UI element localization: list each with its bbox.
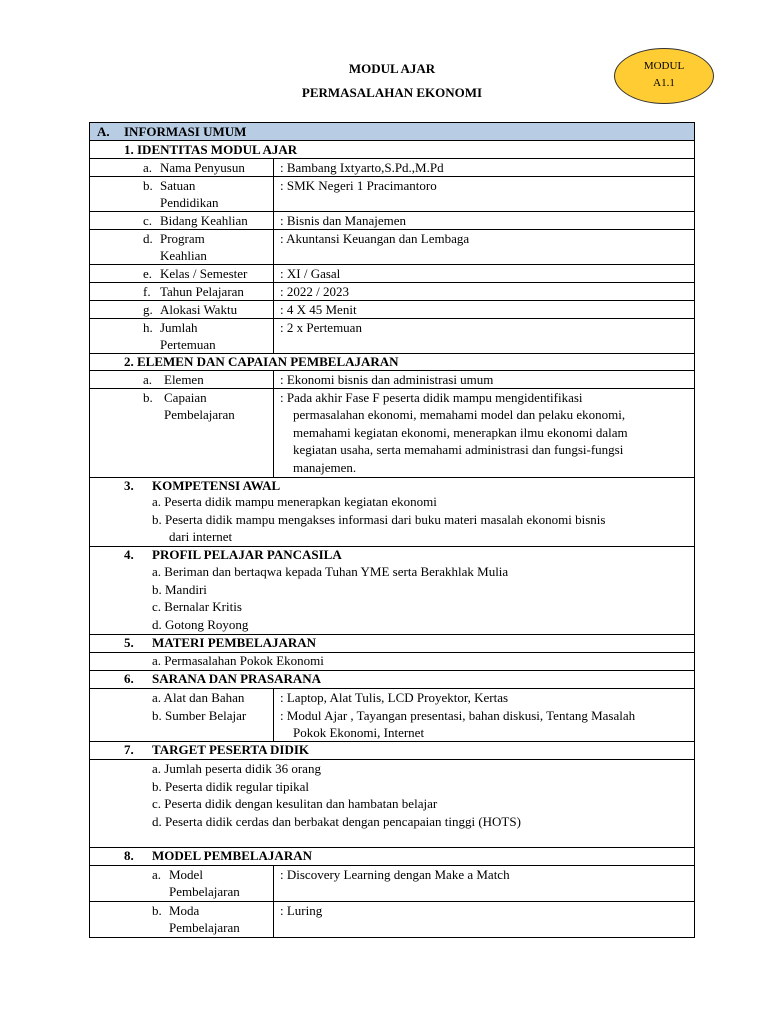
row-value: : 2022 / 2023 (280, 284, 349, 299)
capaian-line: kegiatan usaha, serta memahami administrasi dan fungsi-fungsi (293, 442, 624, 457)
list-item-cont: dari internet (169, 529, 233, 544)
row-key: c. (143, 213, 153, 228)
list-item: a. Peserta didik mampu menerapkan kegiatan ekonomi (152, 494, 437, 509)
row-label: Moda (169, 903, 200, 918)
row-key: b. (143, 178, 153, 193)
elemen-key: a. (143, 372, 153, 387)
row-label-cont: Pendidikan (160, 195, 219, 210)
module-badge (614, 48, 714, 104)
row-label: Tahun Pelajaran (160, 284, 244, 299)
row-label: Jumlah (160, 320, 198, 335)
sarana-label: b. Sumber Belajar (152, 708, 247, 723)
capaian-key: b. (143, 390, 153, 405)
elemen-label: Elemen (164, 372, 204, 387)
materi-heading: MATERI PEMBELAJARAN (152, 635, 317, 650)
list-item: a. Beriman dan bertaqwa kepada Tuhan YME serta Berakhlak Mulia (152, 564, 509, 579)
row-label-cont: Pembelajaran (169, 920, 240, 935)
column-divider (273, 158, 274, 353)
list-item: a. Jumlah peserta didik 36 orang (152, 761, 321, 776)
row-label: Alokasi Waktu (160, 302, 238, 317)
list-item: c. Bernalar Kritis (152, 599, 242, 614)
list-item: b. Peserta didik regular tipikal (152, 779, 310, 794)
row-label: Model (169, 867, 203, 882)
list-item: d. Gotong Royong (152, 617, 249, 632)
section-a-title: INFORMASI UMUM (124, 124, 247, 139)
row-key: e. (143, 266, 153, 281)
row-key: a. (152, 867, 162, 882)
list-item: a. Permasalahan Pokok Ekonomi (152, 653, 324, 668)
row-label: Program (160, 231, 205, 246)
row-key: g. (143, 302, 153, 317)
model-heading: MODEL PEMBELAJARAN (152, 848, 312, 863)
badge-line-2: A1.1 (653, 77, 675, 89)
profil-num: 4. (124, 547, 134, 562)
row-key: d. (143, 231, 153, 246)
sarana-num: 6. (124, 671, 134, 686)
document-title: MODUL AJAR (348, 61, 436, 76)
column-divider (273, 370, 274, 477)
row-value: : Luring (280, 903, 323, 918)
list-item: c. Peserta didik dengan kesulitan dan hambatan belajar (152, 796, 438, 811)
elemen-heading: 2. ELEMEN DAN CAPAIAN PEMBELAJARAN (124, 354, 399, 369)
row-label-cont: Pertemuan (160, 337, 216, 352)
row-label: Kelas / Semester (160, 266, 248, 281)
column-divider (273, 865, 274, 937)
row-value: : SMK Negeri 1 Pracimantoro (280, 178, 437, 193)
section-a-letter: A. (97, 124, 110, 139)
sarana-value-cont: Pokok Ekonomi, Internet (293, 725, 425, 740)
row-label-cont: Keahlian (160, 248, 207, 263)
sarana-value: : Laptop, Alat Tulis, LCD Proyektor, Kertas (280, 690, 509, 705)
list-item: b. Mandiri (152, 582, 207, 597)
capaian-line: memahami kegiatan ekonomi, menerapkan ilmu ekonomi dalam (293, 425, 628, 440)
materi-num: 5. (124, 635, 134, 650)
row-value: : Bambang Ixtyarto,S.Pd.,M.Pd (280, 160, 444, 175)
row-value: : Discovery Learning dengan Make a Match (280, 867, 510, 882)
row-label: Nama Penyusun (160, 160, 245, 175)
kompetensi-heading: KOMPETENSI AWAL (152, 478, 281, 493)
row-label: Bidang Keahlian (160, 213, 248, 228)
kompetensi-num: 3. (124, 478, 134, 493)
sarana-label: a. Alat dan Bahan (152, 690, 245, 705)
sarana-value: : Modul Ajar , Tayangan presentasi, bahan diskusi, Tentang Masalah (280, 708, 636, 723)
capaian-line: manajemen. (293, 460, 357, 475)
model-num: 8. (124, 848, 134, 863)
target-heading: TARGET PESERTA DIDIK (152, 742, 310, 757)
badge-line-1: MODUL (643, 60, 685, 72)
row-label: Satuan (160, 178, 196, 193)
capaian-label: Capaian (164, 390, 207, 405)
capaian-line: permasalahan ekonomi, memahami model dan pelaku ekonomi, (293, 407, 626, 422)
row-label-cont: Pembelajaran (169, 884, 240, 899)
row-value: : XI / Gasal (280, 266, 341, 281)
list-item: d. Peserta didik cerdas dan berbakat dengan pencapaian tinggi (HOTS) (152, 814, 521, 829)
capaian-line: : Pada akhir Fase F peserta didik mampu mengidentifikasi (280, 390, 583, 405)
sarana-heading: SARANA DAN PRASARANA (152, 671, 322, 686)
row-key: h. (143, 320, 153, 335)
row-value: : Akuntansi Keuangan dan Lembaga (280, 231, 470, 246)
row-value: : 2 x Pertemuan (280, 320, 362, 335)
target-num: 7. (124, 742, 134, 757)
row-value: : Bisnis dan Manajemen (280, 213, 407, 228)
row-key: f. (143, 284, 151, 299)
identitas-heading: 1. IDENTITAS MODUL AJAR (124, 142, 298, 157)
capaian-label-cont: Pembelajaran (164, 407, 235, 422)
row-value: : 4 X 45 Menit (280, 302, 357, 317)
column-divider (273, 688, 274, 741)
elemen-value: : Ekonomi bisnis dan administrasi umum (280, 372, 494, 387)
list-item: b. Peserta didik mampu mengakses informasi dari buku materi masalah ekonomi bisnis (152, 512, 606, 527)
row-key: b. (152, 903, 162, 918)
document-subtitle: PERMASALAHAN EKONOMI (301, 85, 483, 100)
profil-heading: PROFIL PELAJAR PANCASILA (152, 547, 342, 562)
row-key: a. (143, 160, 153, 175)
